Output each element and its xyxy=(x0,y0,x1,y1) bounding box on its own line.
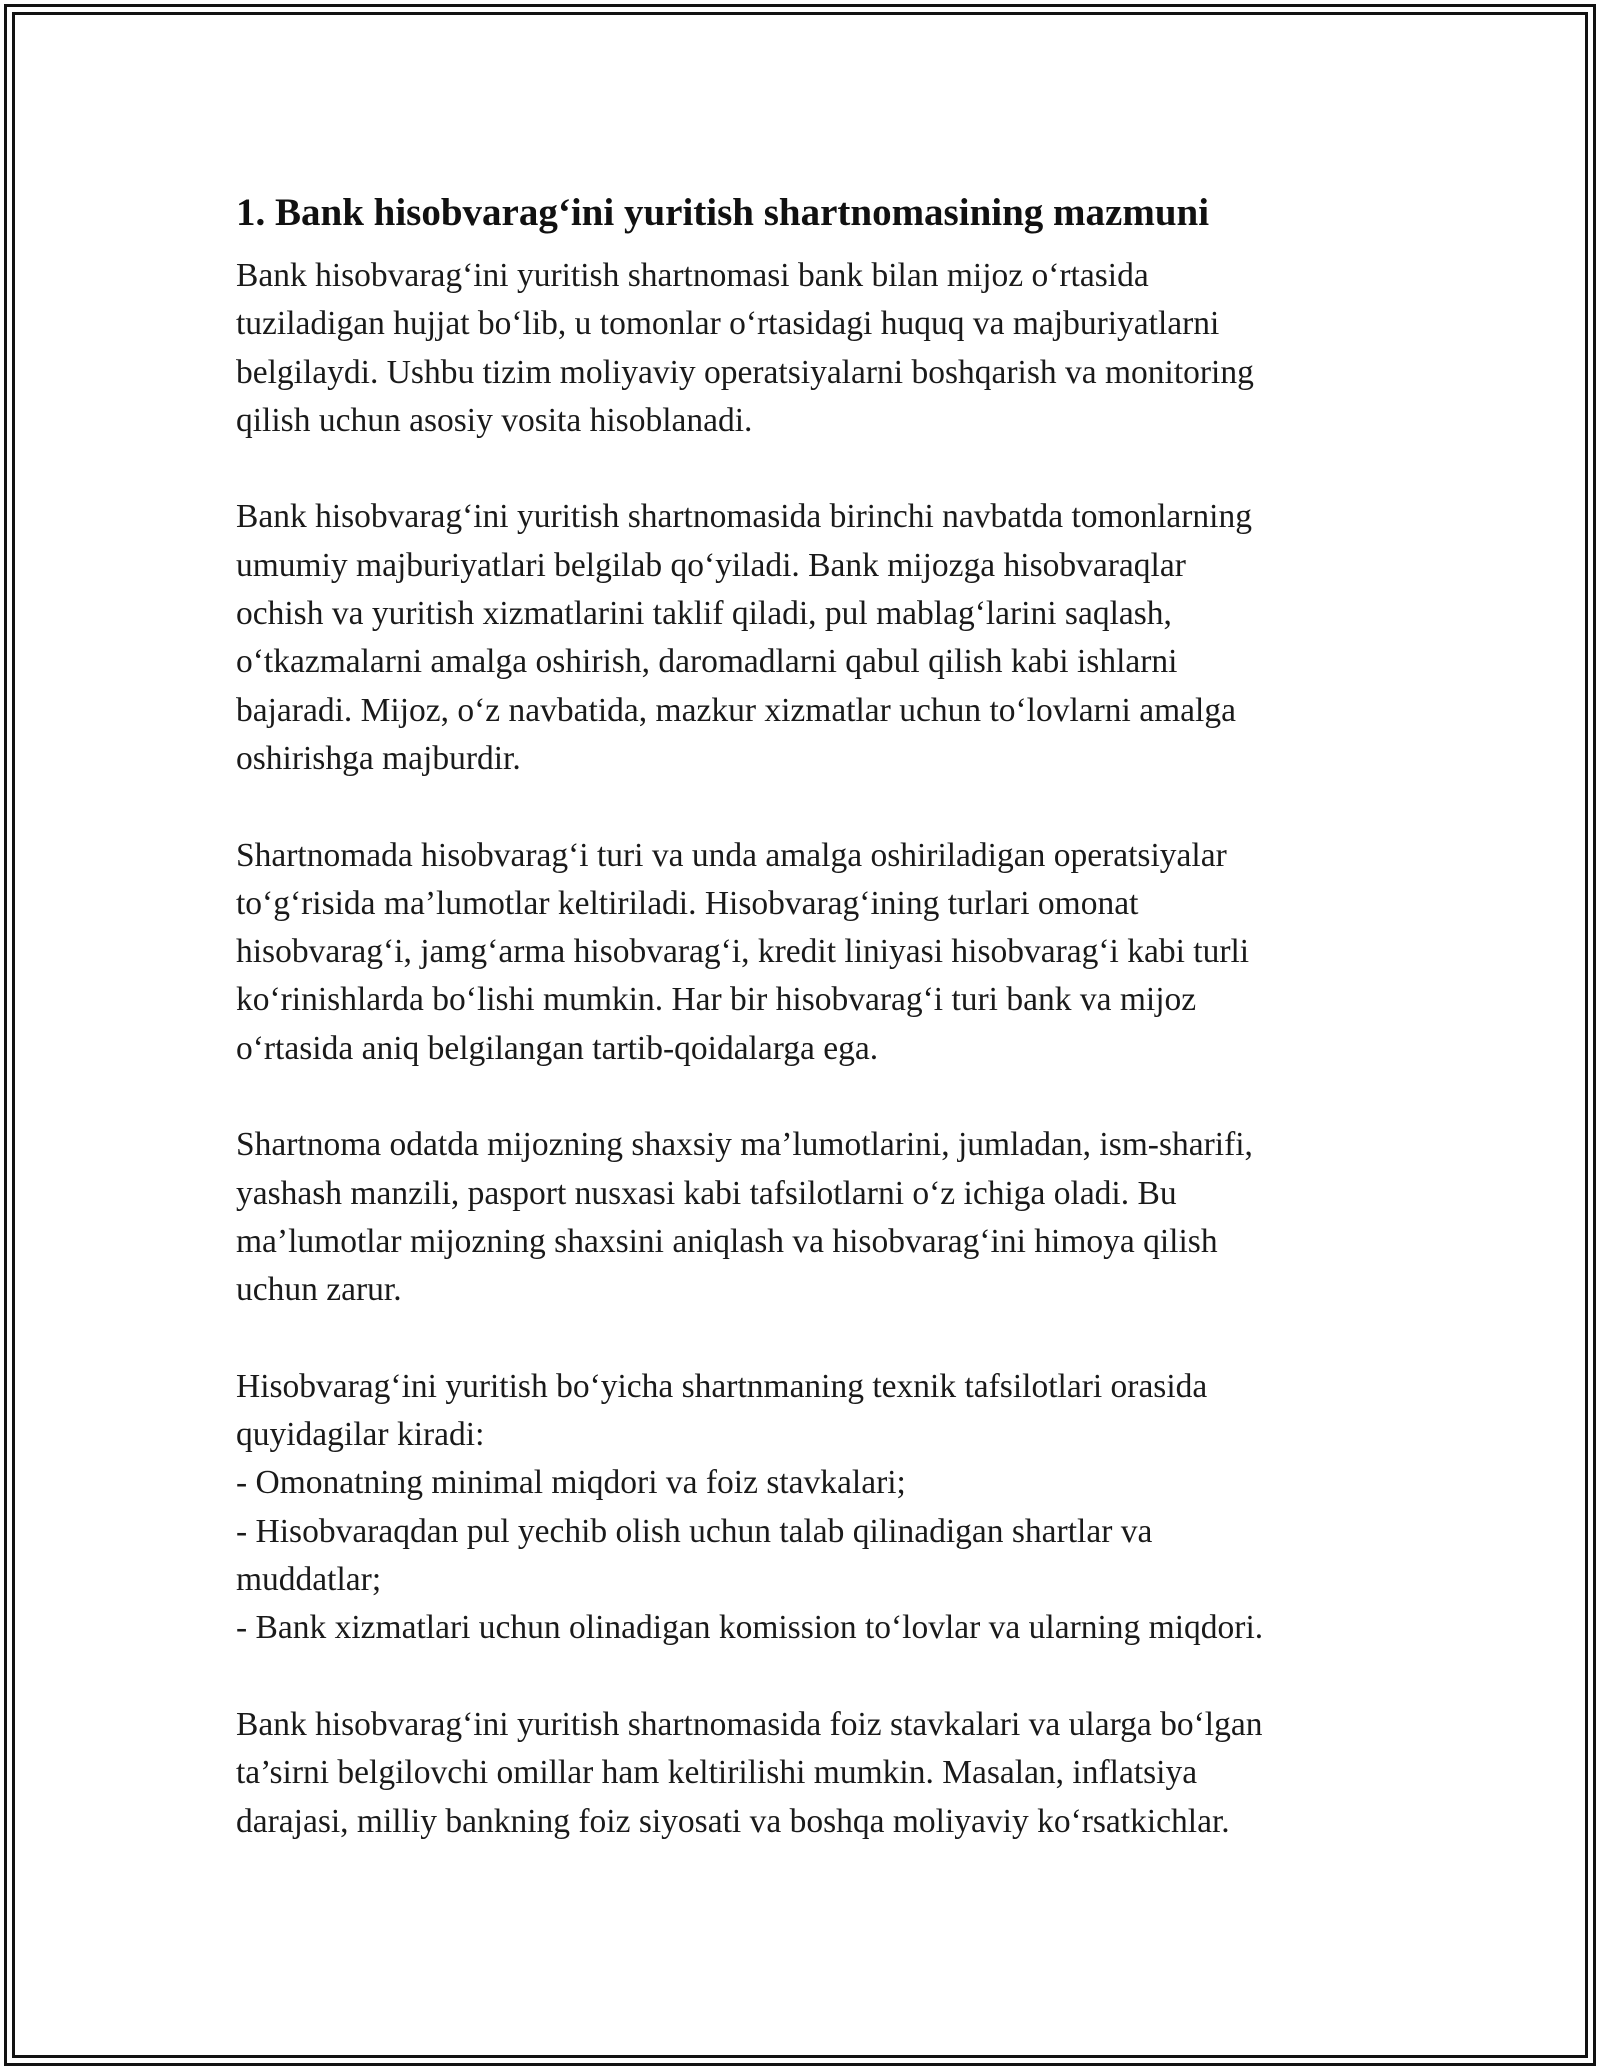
list-item: - Hisobvaraqdan pul yechib olish uchun talab qilinadigan shartlar va xyxy=(236,1512,1153,1550)
paragraph-line: bajaradi. Mijoz, o‘z navbatida, mazkur xizmatlar uchun to‘lovlarni amalga xyxy=(236,691,1236,729)
list-item: - Bank xizmatlari uchun olinadigan komission to‘lovlar va ularning miqdori. xyxy=(236,1609,1264,1647)
paragraph-intro xyxy=(236,252,1366,445)
paragraph-line: Hisobvarag‘ini yuritish bo‘yicha shartnmaning texnik tafsilotlari orasida xyxy=(236,1367,1208,1405)
paragraph-line: to‘g‘risida ma’lumotlar keltiriladi. Hisobvarag‘ining turlari omonat xyxy=(236,884,1139,922)
section-heading: 1. Bank hisobvarag‘ini yuritish shartnomasining mazmuni xyxy=(236,191,1210,234)
document-body xyxy=(236,188,1366,1894)
paragraph-line: qilish uchun asosiy vosita hisoblanadi. xyxy=(236,401,753,439)
paragraph-line: tuziladigan hujjat bo‘lib, u tomonlar o‘rtasidagi huquq va majburiyatlarni xyxy=(236,305,1220,343)
paragraph-line: belgilaydi. Ushbu tizim moliyaviy operatsiyalarni boshqarish va monitoring xyxy=(236,353,1254,391)
paragraph-line: Bank hisobvarag‘ini yuritish shartnomasida foiz stavkalari va ularga bo‘lgan xyxy=(236,1705,1263,1743)
paragraph-line: uchun zarur. xyxy=(236,1271,402,1309)
paragraph-line: darajasi, milliy bankning foiz siyosati va boshqa moliyaviy ko‘rsatkichlar. xyxy=(236,1802,1230,1840)
list-item-continuation: muddatlar; xyxy=(236,1561,382,1599)
paragraph-obligations xyxy=(236,493,1366,783)
list-item: - Omonatning minimal miqdori va foiz stavkalari; xyxy=(236,1464,906,1502)
paragraph-line: Bank hisobvarag‘ini yuritish shartnomasida birinchi navbatda tomonlarning xyxy=(236,498,1252,536)
paragraph-account-types xyxy=(236,832,1366,1073)
paragraph-line: o‘rtasida aniq belgilangan tartib-qoidalarga ega. xyxy=(236,1029,879,1067)
paragraph-line: quyidagilar kiradi: xyxy=(236,1416,485,1454)
paragraph-line: o‘tkazmalarni amalga oshirish, daromadlarni qabul qilish kabi ishlarni xyxy=(236,643,1178,681)
paragraph-interest-factors xyxy=(236,1701,1366,1846)
paragraph-line: ochish va yuritish xizmatlarini taklif qiladi, pul mablag‘larini saqlash, xyxy=(236,595,1172,633)
paragraph-line: Shartnoma odatda mijozning shaxsiy ma’lumotlarini, jumladan, ism-sharifi, xyxy=(236,1126,1253,1164)
paragraph-technical-details xyxy=(236,1363,1366,1653)
paragraph-line: umumiy majburiyatlari belgilab qo‘yiladi. Bank mijozga hisobvaraqlar xyxy=(236,546,1186,584)
paragraph-line: hisobvarag‘i, jamg‘arma hisobvarag‘i, kredit liniyasi hisobvarag‘i kabi turli xyxy=(236,933,1250,971)
paragraph-line: ta’sirni belgilovchi omillar ham keltirilishi mumkin. Masalan, inflatsiya xyxy=(236,1754,1198,1792)
paragraph-line: Shartnomada hisobvarag‘i turi va unda amalga oshiriladigan operatsiyalar xyxy=(236,836,1227,874)
paragraph-line: Bank hisobvarag‘ini yuritish shartnomasi bank bilan mijoz o‘rtasida xyxy=(236,257,1149,294)
paragraph-line: oshirishga majburdir. xyxy=(236,739,521,777)
paragraph-line: yashash manzili, pasport nusxasi kabi tafsilotlarni o‘z ichiga oladi. Bu xyxy=(236,1174,1177,1212)
paragraph-line: ma’lumotlar mijozning shaxsini aniqlash va hisobvarag‘ini himoya qilish xyxy=(236,1222,1218,1260)
paragraph-personal-data xyxy=(236,1121,1366,1314)
paragraph-line: ko‘rinishlarda bo‘lishi mumkin. Har bir hisobvarag‘i turi bank va mijoz xyxy=(236,981,1197,1019)
